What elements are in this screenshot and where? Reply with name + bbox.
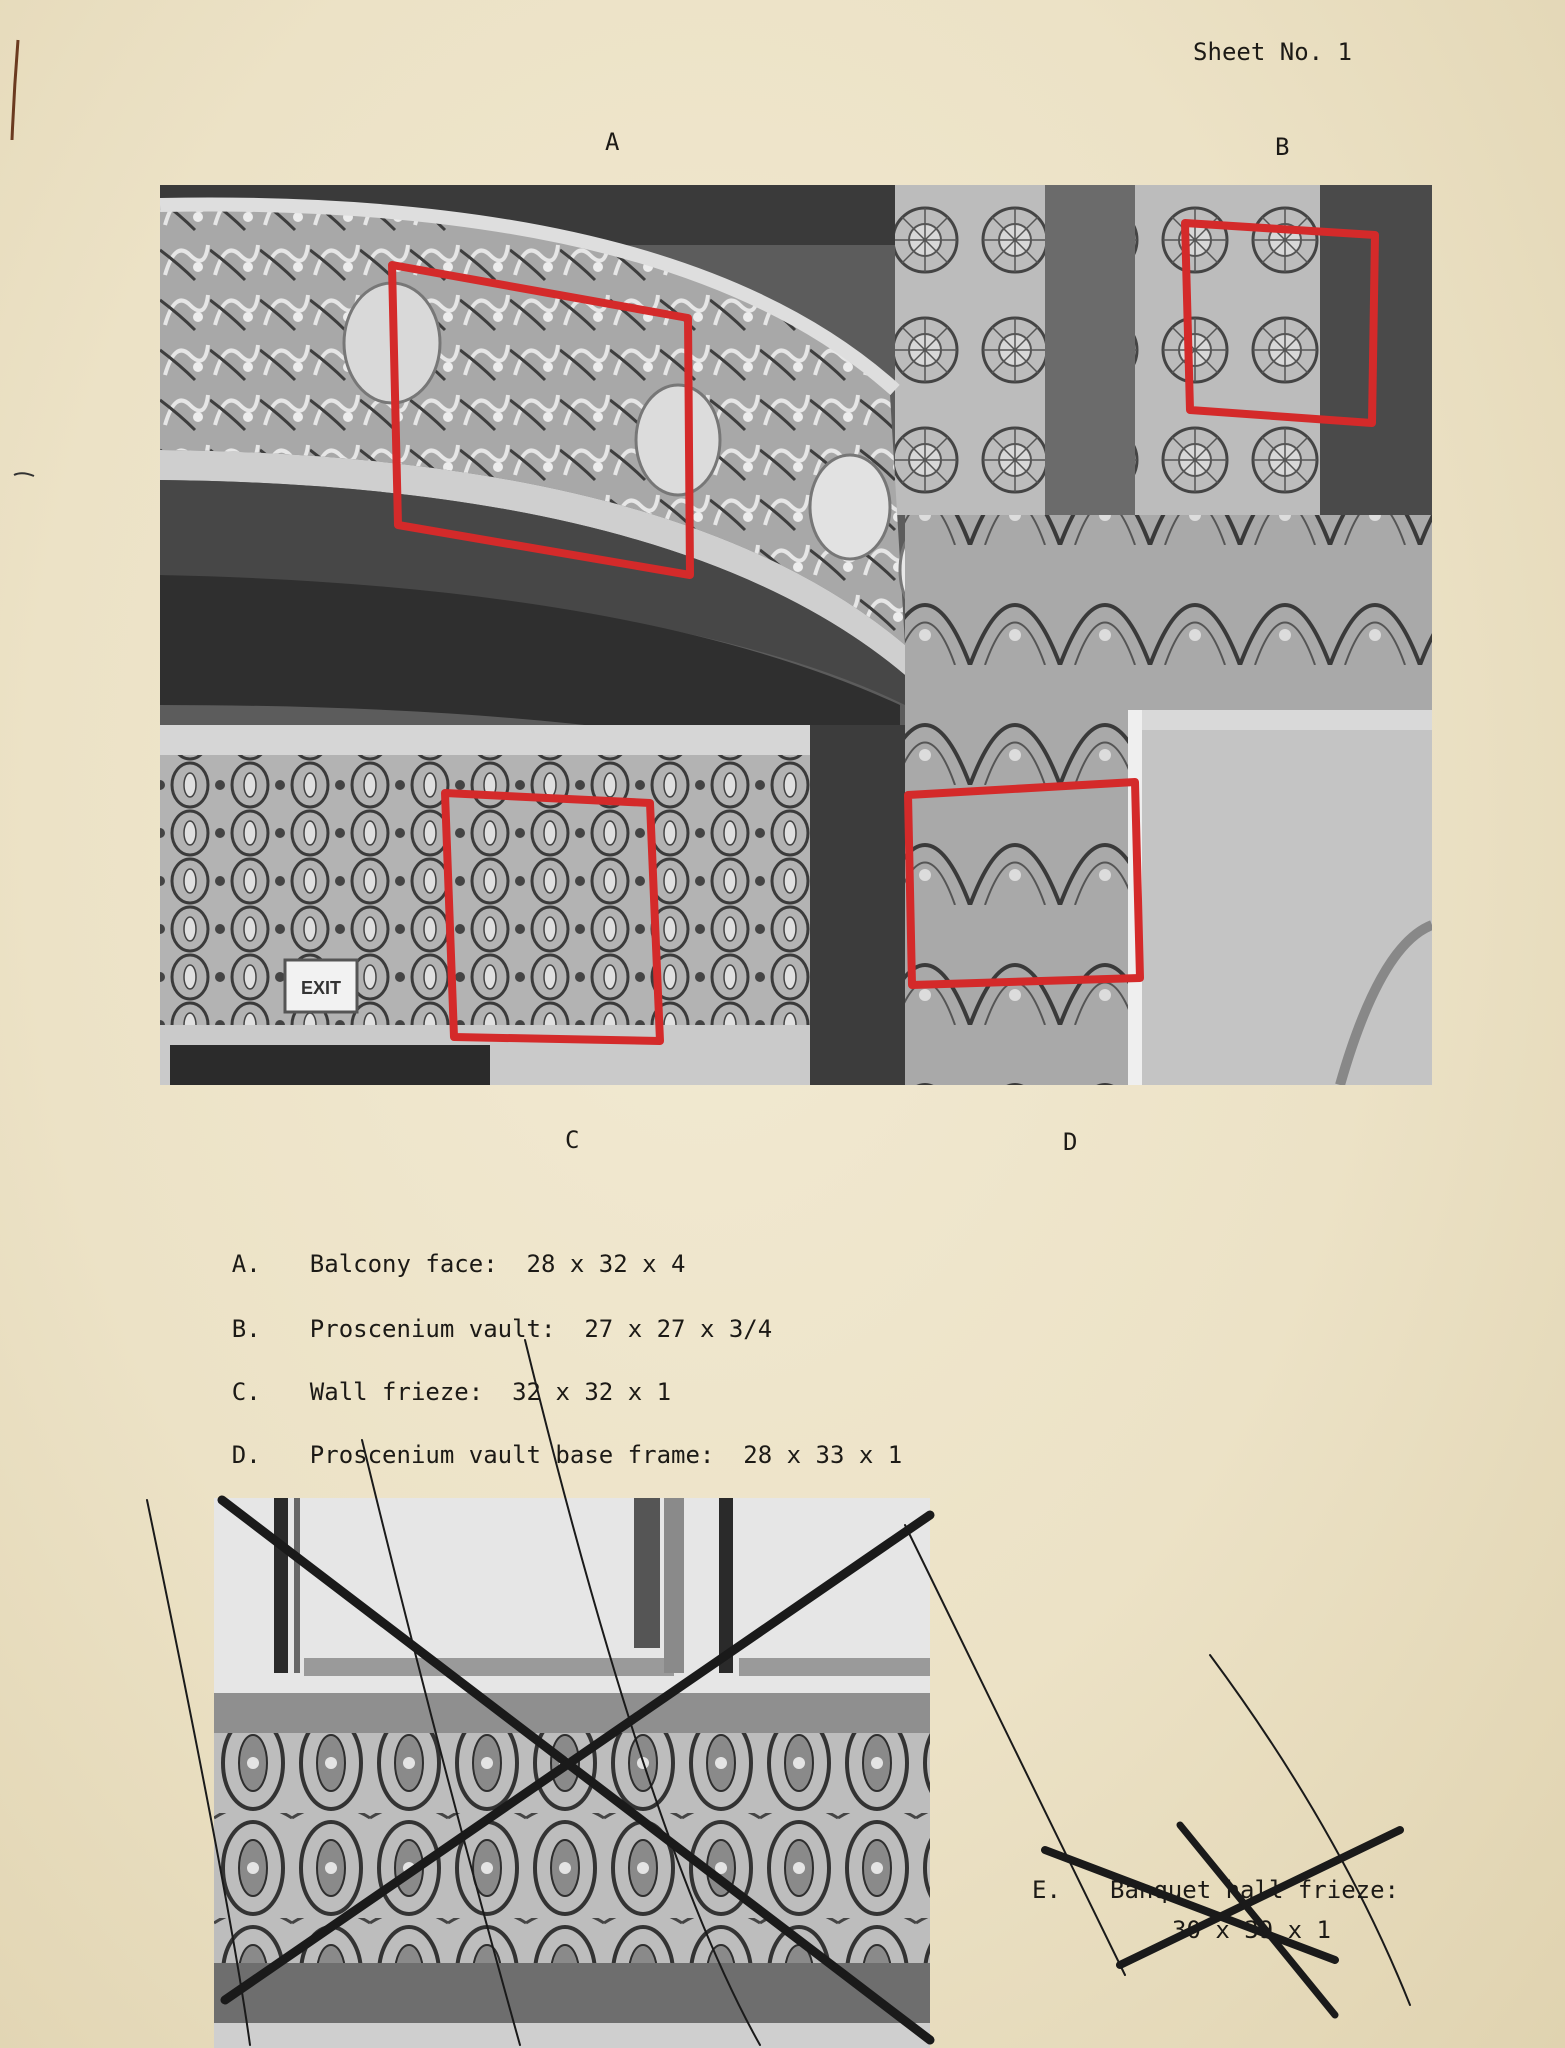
legend-key: A. <box>231 1250 261 1278</box>
legend-label: Wall frieze: <box>309 1378 484 1406</box>
legend-key: C. <box>231 1378 261 1406</box>
legend-dimensions: 28 x 33 x 1 <box>743 1441 903 1469</box>
legend-item-d <box>174 1413 902 1497</box>
legend-key: D. <box>231 1441 261 1469</box>
legend-label: Balcony face: <box>309 1250 498 1278</box>
photo-label-b: B <box>1275 133 1290 161</box>
legend-label: Proscenium vault base frame: <box>309 1441 715 1469</box>
ornament-photograph <box>160 185 1432 1085</box>
photo-label-c: C <box>565 1126 580 1154</box>
photo-label-d: D <box>1063 1128 1078 1156</box>
legend-item-e <box>1032 1870 1399 1950</box>
sheet-number: Sheet No. 1 <box>1193 38 1352 66</box>
legend-dimensions: 28 x 32 x 4 <box>526 1250 686 1278</box>
legend-dimensions: 30 x 39 x 1 <box>1172 1916 1331 1944</box>
exit-sign-text: EXIT <box>300 978 342 998</box>
photo-label-a: A <box>605 128 620 156</box>
banquet-frieze-photograph <box>214 1498 930 2048</box>
legend-key: B. <box>231 1315 261 1343</box>
legend-label: Banquet hall frieze: <box>1110 1876 1399 1904</box>
legend-key: E. <box>1032 1876 1061 1904</box>
legend-dimensions: 27 x 27 x 3/4 <box>584 1315 773 1343</box>
legend-label: Proscenium vault: <box>309 1315 556 1343</box>
legend-dimensions: 32 x 32 x 1 <box>512 1378 672 1406</box>
